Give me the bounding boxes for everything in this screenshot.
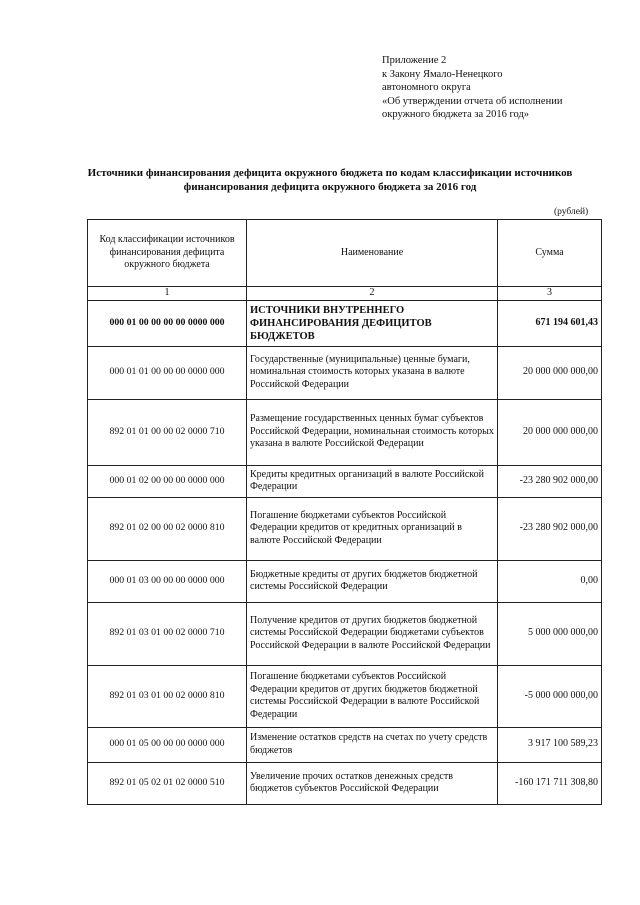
row-code: 892 01 03 01 00 02 0000 710 (88, 602, 247, 665)
table-row (88, 497, 602, 560)
row-code: 000 01 03 00 00 00 0000 000 (88, 560, 247, 602)
row-name: Изменение остатков средств на счетах по учету средств бюджетов (247, 727, 498, 762)
document-title (60, 166, 600, 194)
row-amount: -23 280 902 000,00 (498, 497, 602, 560)
row-amount: 5 000 000 000,00 (498, 602, 602, 665)
appendix-line: «Об утверждении отчета об исполнении (382, 95, 563, 107)
row-name: Получение кредитов от других бюджетов бюджетной системы Российской Федерации бюджетами субъектов Российской Федерации в валюте Российской Федерации (247, 602, 498, 665)
row-name: Погашение бюджетами субъектов Российской Федерации кредитов от других бюджетов бюджетной системы Российской Федерации в валюте Российской Федерации (247, 665, 498, 727)
row-name: ИСТОЧНИКИ ВНУТРЕННЕГО ФИНАНСИРОВАНИЯ ДЕФИЦИТОВ БЮДЖЕТОВ (247, 300, 498, 346)
header-code: Код классификации источников финансирования дефицита окружного бюджета (88, 220, 247, 287)
row-amount: 20 000 000 000,00 (498, 399, 602, 465)
appendix-line: Приложение 2 (382, 55, 447, 66)
header-name: Наименование (247, 220, 498, 287)
row-amount: -5 000 000 000,00 (498, 665, 602, 727)
row-code: 000 01 00 00 00 00 0000 000 (88, 300, 247, 346)
row-amount: 671 194 601,43 (498, 300, 602, 346)
table-row (88, 602, 602, 665)
sources-table (87, 219, 602, 805)
appendix-line: автономного округа (382, 82, 471, 93)
row-name: Погашение бюджетами субъектов Российской Федерации кредитов от кредитных организаций в валюте Российской Федерации (247, 497, 498, 560)
table-row (88, 399, 602, 465)
table-row (88, 762, 602, 804)
row-code: 892 01 05 02 01 02 0000 510 (88, 762, 247, 804)
table-row (88, 346, 602, 399)
table-row (88, 665, 602, 727)
row-code: 892 01 01 00 00 02 0000 710 (88, 399, 247, 465)
appendix-note (382, 54, 622, 122)
row-name: Кредиты кредитных организаций в валюте Российской Федерации (247, 465, 498, 497)
row-code: 000 01 01 00 00 00 0000 000 (88, 346, 247, 399)
row-amount: 3 917 100 589,23 (498, 727, 602, 762)
row-code: 892 01 02 00 00 02 0000 810 (88, 497, 247, 560)
row-amount: -160 171 711 308,80 (498, 762, 602, 804)
table-header-row (88, 220, 602, 287)
column-number: 2 (247, 287, 498, 301)
table-row (88, 560, 602, 602)
row-name: Увеличение прочих остатков денежных средств бюджетов субъектов Российской Федерации (247, 762, 498, 804)
row-name: Размещение государственных ценных бумаг субъектов Российской Федерации, номинальная стоимость которых указана в валюте Российской Федерации (247, 399, 498, 465)
row-name: Бюджетные кредиты от других бюджетов бюджетной системы Российской Федерации (247, 560, 498, 602)
column-number: 3 (498, 287, 602, 301)
row-amount: 20 000 000 000,00 (498, 346, 602, 399)
row-code: 000 01 02 00 00 00 0000 000 (88, 465, 247, 497)
row-amount: -23 280 902 000,00 (498, 465, 602, 497)
row-code: 000 01 05 00 00 00 0000 000 (88, 727, 247, 762)
title-line-2: финансирования дефицита окружного бюджета за 2016 год (183, 181, 477, 193)
appendix-line: к Закону Ямало-Ненецкого (382, 68, 503, 80)
header-amount: Сумма (498, 220, 602, 287)
title-line-1: Источники финансирования дефицита окружного бюджета по кодам классификации источников (87, 167, 573, 179)
row-code: 892 01 03 01 00 02 0000 810 (88, 665, 247, 727)
column-number: 1 (88, 287, 247, 301)
table-row (88, 300, 602, 346)
appendix-line: окружного бюджета за 2016 год» (382, 109, 530, 120)
table-row (88, 465, 602, 497)
row-amount: 0,00 (498, 560, 602, 602)
units-label: (рублей) (554, 207, 589, 217)
row-name: Государственные (муниципальные) ценные бумаги, номинальная стоимость которых указана в валюте Российской Федерации (247, 346, 498, 399)
column-number-row (88, 287, 602, 301)
table-row (88, 727, 602, 762)
